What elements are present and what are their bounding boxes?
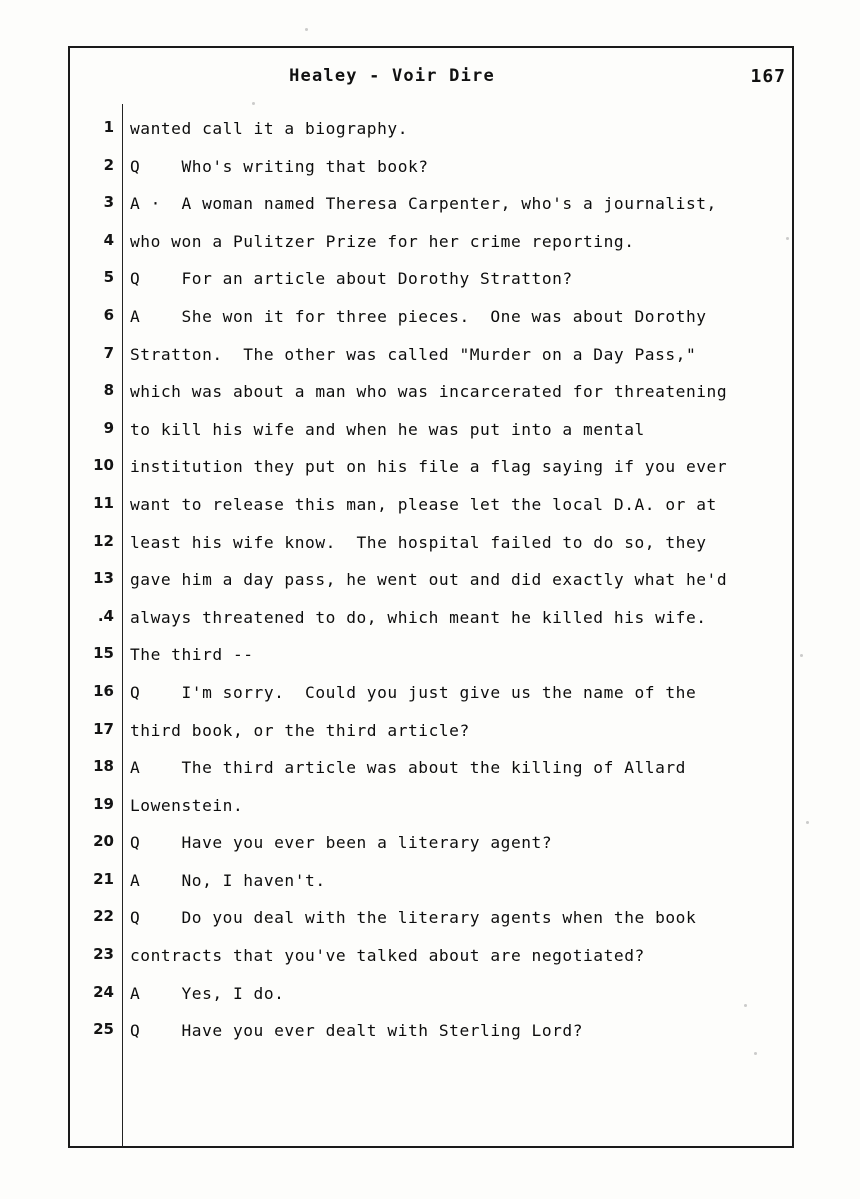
line-text: institution they put on his file a flag saying if you ever [130,457,728,477]
line-text: Q For an article about Dorothy Stratton? [130,269,573,289]
transcript-line [68,828,794,866]
transcript-line [68,340,794,378]
line-text: who won a Pulitzer Prize for her crime reporting. [130,231,635,251]
speck [800,654,803,657]
transcript-line [68,941,794,979]
line-text: Q I'm sorry. Could you just give us the name of the [130,682,697,702]
transcript-line [68,264,794,302]
line-number: 23 [93,945,114,964]
speck [806,821,809,824]
transcript-line [68,565,794,603]
transcript-line [68,640,794,678]
line-text: Q Have you ever dealt with Sterling Lord? [130,1021,584,1041]
speck [305,28,308,31]
page-title: Healey - Voir Dire [289,66,495,86]
transcript-line [68,903,794,941]
transcript-line [68,114,794,152]
line-number: 10 [93,456,114,475]
line-number: 12 [93,531,114,550]
transcript-line [68,528,794,566]
line-number: 7 [103,343,114,362]
transcript-line [68,152,794,190]
transcript-line [68,377,794,415]
line-number: 25 [93,1020,114,1039]
line-number: 6 [103,305,114,324]
line-number: 21 [93,869,114,888]
line-text: always threatened to do, which meant he killed his wife. [130,607,707,627]
line-number: 2 [103,155,114,174]
line-number: 4 [103,230,114,249]
line-number: 3 [103,193,114,212]
speck [252,102,255,105]
transcript-line [68,791,794,829]
line-text: A No, I haven't. [130,870,326,890]
page-number: 167 [750,66,786,87]
line-number: 5 [103,268,114,287]
line-text: Lowenstein. [130,795,244,815]
transcript-line [68,753,794,791]
line-number: 13 [93,569,114,588]
line-text: A · A woman named Theresa Carpenter, who's a journalist, [130,194,717,214]
line-text: The third -- [130,645,254,665]
transcript-line [68,227,794,265]
line-number: 18 [93,757,114,776]
line-text: Stratton. The other was called "Murder on a Day Pass," [130,344,697,364]
line-number: 19 [93,794,114,813]
line-text: contracts that you've talked about are negotiated? [130,946,645,966]
line-number: .4 [97,606,114,625]
transcript-line [68,603,794,641]
transcript-body [68,114,794,1054]
transcript-line [68,979,794,1017]
transcript-line [68,490,794,528]
line-number: 20 [93,832,114,851]
line-text: which was about a man who was incarcerated for threatening [130,382,728,402]
line-text: to kill his wife and when he was put into a mental [130,419,645,439]
line-text: third book, or the third article? [130,720,470,740]
line-text: Q Have you ever been a literary agent? [130,833,553,853]
line-number: 17 [93,719,114,738]
line-text: least his wife know. The hospital failed to do so, they [130,532,707,552]
line-number: 1 [103,118,114,136]
line-text: A Yes, I do. [130,983,285,1003]
speck [786,237,789,240]
transcript-line [68,415,794,453]
line-text: wanted call it a biography. [130,119,408,138]
line-number: 24 [93,982,114,1001]
transcript-line [68,1016,794,1054]
transcript-line [68,452,794,490]
speck [744,1004,747,1007]
page-header [122,66,792,98]
line-text: Q Do you deal with the literary agents when the book [130,908,697,928]
transcript-line [68,302,794,340]
transcript-line [68,866,794,904]
transcript-line [68,678,794,716]
line-text: Q Who's writing that book? [130,156,429,176]
transcript-line [68,189,794,227]
transcript-line [68,716,794,754]
line-text: A She won it for three pieces. One was about Dorothy [130,306,707,326]
line-number: 8 [103,381,114,400]
line-text: A The third article was about the killing of Allard [130,758,686,778]
line-text: want to release this man, please let the local D.A. or at [130,494,717,514]
line-number: 16 [93,681,114,700]
line-text: gave him a day pass, he went out and did exactly what he'd [130,570,728,590]
line-number: 11 [93,493,114,512]
speck [754,1052,757,1055]
line-number: 9 [103,418,114,437]
line-number: 15 [93,644,114,663]
line-number: 22 [93,907,114,926]
